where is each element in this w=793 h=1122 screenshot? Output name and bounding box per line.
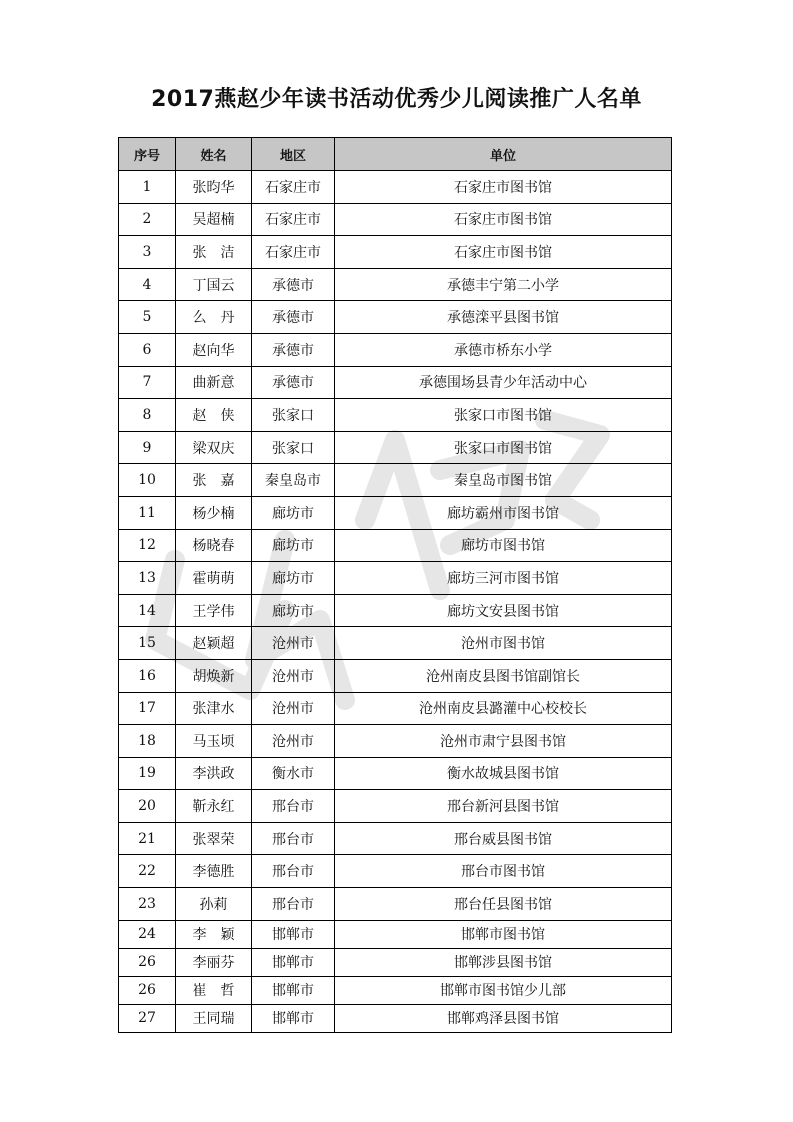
cell-region: 廊坊市 [252, 562, 335, 595]
cell-name: 吴超楠 [176, 203, 252, 236]
cell-unit: 邢台威县图书馆 [335, 822, 672, 855]
table-row [119, 464, 672, 497]
cell-region: 承德市 [252, 333, 335, 366]
cell-index: 1 [119, 171, 176, 204]
cell-region: 廊坊市 [252, 529, 335, 562]
header-name: 姓名 [176, 138, 252, 171]
cell-name: 丁国云 [176, 268, 252, 301]
cell-region: 邢台市 [252, 855, 335, 888]
cell-unit: 邯郸市图书馆 [335, 920, 672, 948]
table-row [119, 562, 672, 595]
cell-region: 沧州市 [252, 659, 335, 692]
cell-name: 梁双庆 [176, 431, 252, 464]
cell-index: 14 [119, 594, 176, 627]
cell-name: 马玉顷 [176, 725, 252, 758]
table-row [119, 366, 672, 399]
table-row [119, 976, 672, 1004]
cell-index: 26 [119, 948, 176, 976]
cell-name: 张 嘉 [176, 464, 252, 497]
table-row [119, 790, 672, 823]
cell-region: 邯郸市 [252, 948, 335, 976]
cell-unit: 廊坊市图书馆 [335, 529, 672, 562]
cell-index: 16 [119, 659, 176, 692]
cell-name: 王同瑞 [176, 1004, 252, 1032]
table-row [119, 529, 672, 562]
cell-name: 赵向华 [176, 333, 252, 366]
cell-unit: 石家庄市图书馆 [335, 171, 672, 204]
cell-index: 5 [119, 301, 176, 334]
cell-index: 20 [119, 790, 176, 823]
cell-unit: 张家口市图书馆 [335, 431, 672, 464]
cell-region: 张家口 [252, 399, 335, 432]
table-row [119, 948, 672, 976]
table-row [119, 268, 672, 301]
cell-unit: 石家庄市图书馆 [335, 236, 672, 269]
cell-index: 6 [119, 333, 176, 366]
header-region: 地区 [252, 138, 335, 171]
cell-name: 李洪政 [176, 757, 252, 790]
cell-index: 8 [119, 399, 176, 432]
cell-region: 石家庄市 [252, 171, 335, 204]
cell-region: 邯郸市 [252, 920, 335, 948]
cell-unit: 承德丰宁第二小学 [335, 268, 672, 301]
cell-name: 赵 侠 [176, 399, 252, 432]
cell-name: 王学伟 [176, 594, 252, 627]
cell-unit: 承德围场县青少年活动中心 [335, 366, 672, 399]
table-row [119, 236, 672, 269]
cell-region: 沧州市 [252, 725, 335, 758]
cell-name: 杨少楠 [176, 496, 252, 529]
cell-name: 崔 哲 [176, 976, 252, 1004]
table-row [119, 431, 672, 464]
table-row [119, 888, 672, 921]
cell-index: 18 [119, 725, 176, 758]
cell-index: 21 [119, 822, 176, 855]
cell-region: 邢台市 [252, 822, 335, 855]
cell-unit: 廊坊霸州市图书馆 [335, 496, 672, 529]
table-row [119, 822, 672, 855]
cell-unit: 邢台任县图书馆 [335, 888, 672, 921]
cell-region: 石家庄市 [252, 203, 335, 236]
table-row [119, 171, 672, 204]
table-row [119, 725, 672, 758]
cell-name: 靳永红 [176, 790, 252, 823]
cell-name: 么 丹 [176, 301, 252, 334]
cell-unit: 秦皇岛市图书馆 [335, 464, 672, 497]
cell-index: 11 [119, 496, 176, 529]
cell-region: 廊坊市 [252, 594, 335, 627]
cell-region: 廊坊市 [252, 496, 335, 529]
table-row [119, 594, 672, 627]
cell-unit: 沧州市肃宁县图书馆 [335, 725, 672, 758]
header-index: 序号 [119, 138, 176, 171]
table-body [119, 171, 672, 1033]
cell-unit: 张家口市图书馆 [335, 399, 672, 432]
cell-region: 承德市 [252, 301, 335, 334]
cell-unit: 廊坊三河市图书馆 [335, 562, 672, 595]
cell-index: 4 [119, 268, 176, 301]
cell-unit: 沧州市图书馆 [335, 627, 672, 660]
cell-unit: 邢台市图书馆 [335, 855, 672, 888]
recommendation-roster-table [118, 137, 672, 1033]
cell-unit: 石家庄市图书馆 [335, 203, 672, 236]
cell-name: 杨晓春 [176, 529, 252, 562]
cell-name: 霍萌萌 [176, 562, 252, 595]
table-row [119, 920, 672, 948]
cell-name: 张翠荣 [176, 822, 252, 855]
table-row [119, 333, 672, 366]
cell-index: 12 [119, 529, 176, 562]
cell-name: 李丽芬 [176, 948, 252, 976]
cell-name: 张津水 [176, 692, 252, 725]
cell-region: 石家庄市 [252, 236, 335, 269]
cell-unit: 衡水故城县图书馆 [335, 757, 672, 790]
cell-index: 7 [119, 366, 176, 399]
table-row [119, 692, 672, 725]
cell-region: 张家口 [252, 431, 335, 464]
cell-region: 承德市 [252, 268, 335, 301]
table-row [119, 203, 672, 236]
cell-name: 曲新意 [176, 366, 252, 399]
cell-unit: 廊坊文安县图书馆 [335, 594, 672, 627]
table-row [119, 757, 672, 790]
cell-index: 26 [119, 976, 176, 1004]
cell-index: 2 [119, 203, 176, 236]
cell-name: 张昀华 [176, 171, 252, 204]
cell-name: 李德胜 [176, 855, 252, 888]
cell-region: 邢台市 [252, 790, 335, 823]
cell-region: 邢台市 [252, 888, 335, 921]
cell-index: 10 [119, 464, 176, 497]
cell-name: 李 颖 [176, 920, 252, 948]
cell-region: 邯郸市 [252, 976, 335, 1004]
cell-region: 邯郸市 [252, 1004, 335, 1032]
cell-index: 23 [119, 888, 176, 921]
cell-index: 17 [119, 692, 176, 725]
cell-region: 衡水市 [252, 757, 335, 790]
cell-name: 赵颖超 [176, 627, 252, 660]
cell-unit: 邯郸鸡泽县图书馆 [335, 1004, 672, 1032]
table-row [119, 1004, 672, 1032]
cell-index: 9 [119, 431, 176, 464]
cell-name: 胡焕新 [176, 659, 252, 692]
cell-unit: 承德市桥东小学 [335, 333, 672, 366]
cell-region: 沧州市 [252, 627, 335, 660]
cell-index: 13 [119, 562, 176, 595]
cell-name: 孙莉 [176, 888, 252, 921]
cell-unit: 沧州南皮县潞灌中心校校长 [335, 692, 672, 725]
cell-index: 22 [119, 855, 176, 888]
table-row [119, 301, 672, 334]
table-row [119, 496, 672, 529]
page-title: 2017燕赵少年读书活动优秀少儿阅读推广人名单 [151, 87, 642, 112]
cell-index: 19 [119, 757, 176, 790]
cell-index: 15 [119, 627, 176, 660]
cell-region: 沧州市 [252, 692, 335, 725]
cell-unit: 邯郸市图书馆少儿部 [335, 976, 672, 1004]
table-row [119, 399, 672, 432]
cell-region: 承德市 [252, 366, 335, 399]
cell-index: 27 [119, 1004, 176, 1032]
cell-index: 3 [119, 236, 176, 269]
cell-unit: 承德滦平县图书馆 [335, 301, 672, 334]
cell-index: 24 [119, 920, 176, 948]
cell-name: 张 洁 [176, 236, 252, 269]
cell-unit: 沧州南皮县图书馆副馆长 [335, 659, 672, 692]
table-row [119, 627, 672, 660]
table-row [119, 659, 672, 692]
cell-unit: 邯郸涉县图书馆 [335, 948, 672, 976]
table-header-row [119, 138, 672, 171]
header-unit: 单位 [335, 138, 672, 171]
cell-unit: 邢台新河县图书馆 [335, 790, 672, 823]
table-row [119, 855, 672, 888]
cell-region: 秦皇岛市 [252, 464, 335, 497]
